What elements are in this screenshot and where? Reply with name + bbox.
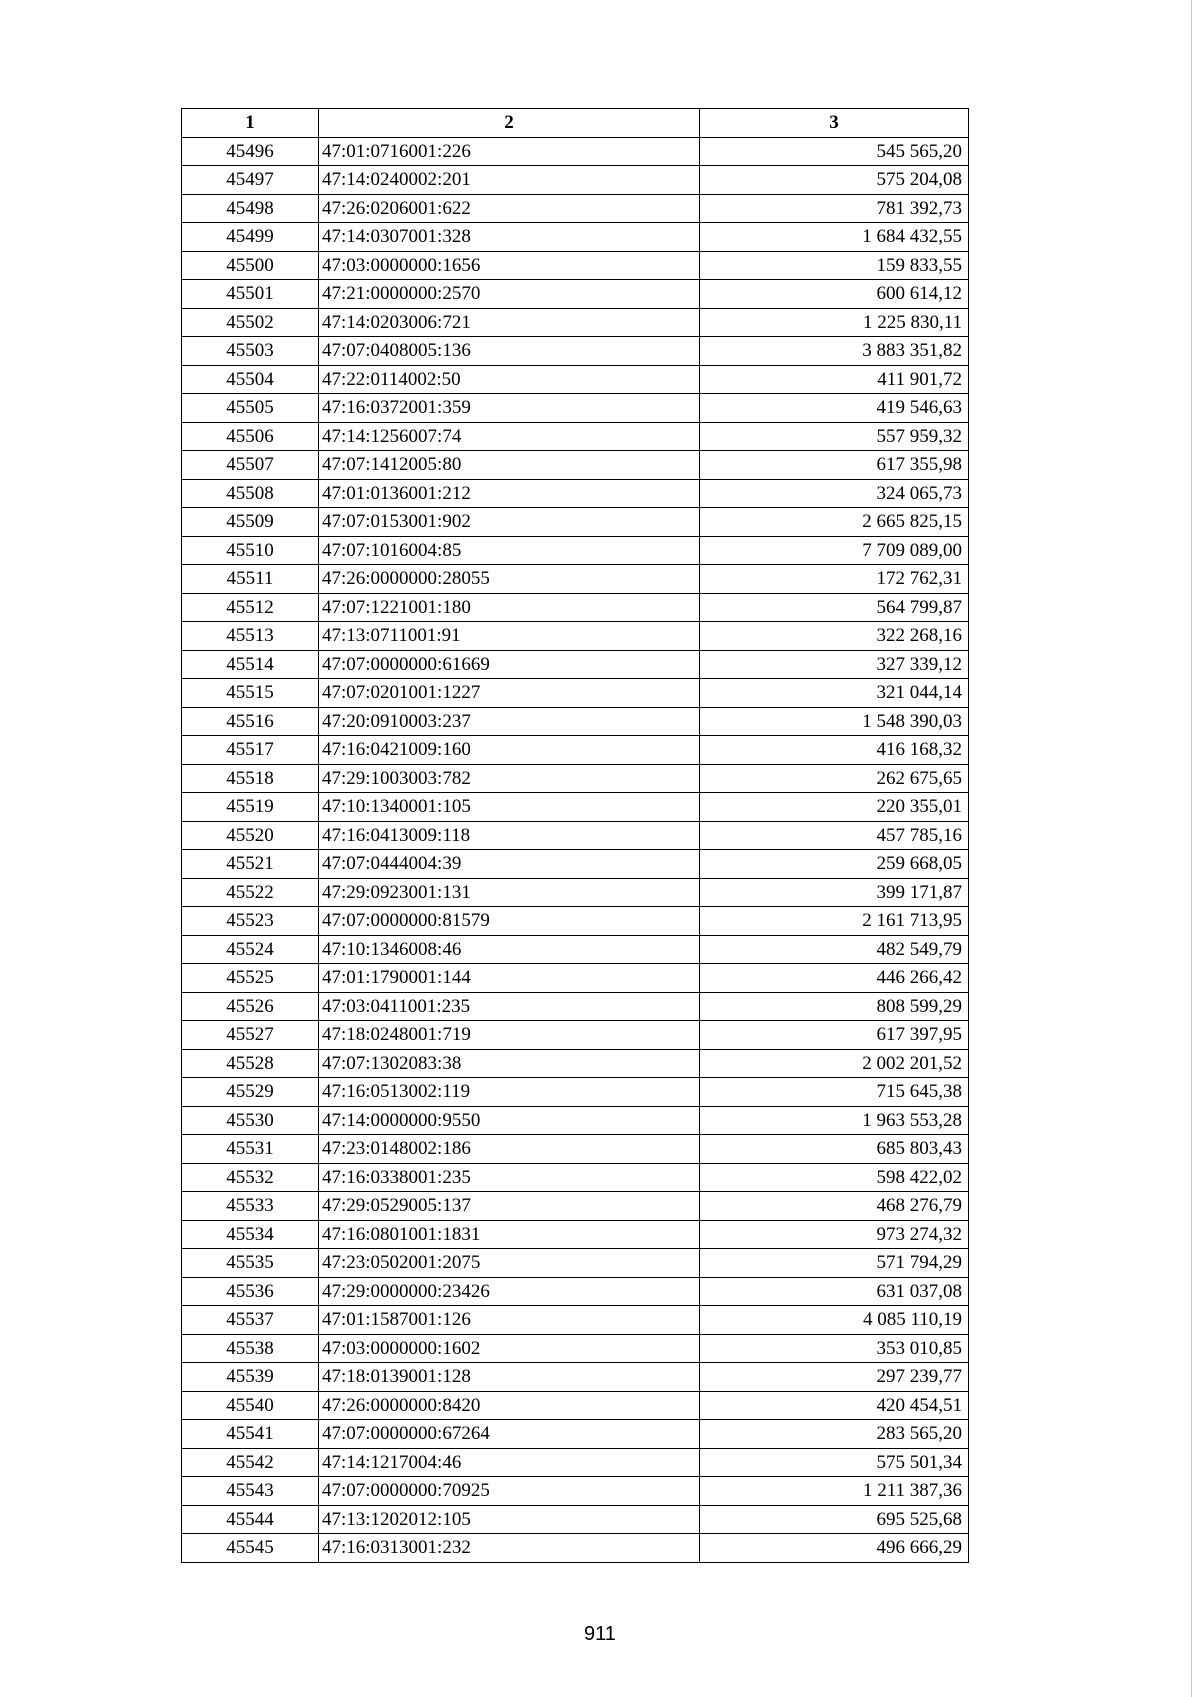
- cadastral-number-cell: 47:23:0148002:186: [319, 1135, 700, 1164]
- row-number-cell: 45504: [182, 365, 319, 394]
- row-number-cell: 45521: [182, 850, 319, 879]
- value-cell: 399 171,87: [700, 878, 969, 907]
- cadastral-number-cell: 47:18:0139001:128: [319, 1363, 700, 1392]
- row-number-cell: 45531: [182, 1135, 319, 1164]
- table-row: [182, 736, 969, 765]
- row-number-cell: 45517: [182, 736, 319, 765]
- cadastral-number-cell: 47:07:0444004:39: [319, 850, 700, 879]
- value-cell: 808 599,29: [700, 992, 969, 1021]
- row-number-cell: 45515: [182, 679, 319, 708]
- row-number-cell: 45499: [182, 223, 319, 252]
- table-row: [182, 1220, 969, 1249]
- value-cell: 482 549,79: [700, 935, 969, 964]
- cadastral-number-cell: 47:07:0000000:67264: [319, 1420, 700, 1449]
- cadastral-number-cell: 47:10:1346008:46: [319, 935, 700, 964]
- row-number-cell: 45505: [182, 394, 319, 423]
- cadastral-number-cell: 47:01:0136001:212: [319, 479, 700, 508]
- table-row: [182, 1078, 969, 1107]
- row-number-cell: 45522: [182, 878, 319, 907]
- cadastral-number-cell: 47:03:0411001:235: [319, 992, 700, 1021]
- value-cell: 420 454,51: [700, 1391, 969, 1420]
- table-row: [182, 992, 969, 1021]
- cadastral-number-cell: 47:26:0206001:622: [319, 194, 700, 223]
- value-cell: 2 002 201,52: [700, 1049, 969, 1078]
- value-cell: 973 274,32: [700, 1220, 969, 1249]
- value-cell: 324 065,73: [700, 479, 969, 508]
- row-number-cell: 45510: [182, 536, 319, 565]
- cadastral-number-cell: 47:10:1340001:105: [319, 793, 700, 822]
- row-number-cell: 45526: [182, 992, 319, 1021]
- row-number-cell: 45528: [182, 1049, 319, 1078]
- value-cell: 457 785,16: [700, 821, 969, 850]
- cadastral-number-cell: 47:29:0529005:137: [319, 1192, 700, 1221]
- value-cell: 631 037,08: [700, 1277, 969, 1306]
- cadastral-number-cell: 47:26:0000000:28055: [319, 565, 700, 594]
- row-number-cell: 45536: [182, 1277, 319, 1306]
- table-row: [182, 137, 969, 166]
- cadastral-number-cell: 47:13:1202012:105: [319, 1505, 700, 1534]
- row-number-cell: 45507: [182, 451, 319, 480]
- table-row: [182, 793, 969, 822]
- value-cell: 7 709 089,00: [700, 536, 969, 565]
- value-cell: 262 675,65: [700, 764, 969, 793]
- column-header-2: 2: [319, 109, 700, 138]
- cadastral-number-cell: 47:16:0413009:118: [319, 821, 700, 850]
- row-number-cell: 45534: [182, 1220, 319, 1249]
- table-row: [182, 1106, 969, 1135]
- cadastral-number-cell: 47:20:0910003:237: [319, 707, 700, 736]
- value-cell: 617 397,95: [700, 1021, 969, 1050]
- table-row: [182, 536, 969, 565]
- value-cell: 322 268,16: [700, 622, 969, 651]
- cadastral-number-cell: 47:07:0201001:1227: [319, 679, 700, 708]
- table-row: [182, 821, 969, 850]
- row-number-cell: 45545: [182, 1534, 319, 1563]
- table-row: [182, 707, 969, 736]
- row-number-cell: 45541: [182, 1420, 319, 1449]
- table-row: [182, 422, 969, 451]
- value-cell: 283 565,20: [700, 1420, 969, 1449]
- cadastral-number-cell: 47:14:0203006:721: [319, 308, 700, 337]
- cadastral-value-table: [181, 108, 969, 1563]
- cadastral-number-cell: 47:29:1003003:782: [319, 764, 700, 793]
- value-cell: 575 501,34: [700, 1448, 969, 1477]
- table-row: [182, 280, 969, 309]
- table-row: [182, 1049, 969, 1078]
- table-row: [182, 878, 969, 907]
- row-number-cell: 45530: [182, 1106, 319, 1135]
- cadastral-number-cell: 47:07:0153001:902: [319, 508, 700, 537]
- row-number-cell: 45543: [182, 1477, 319, 1506]
- cadastral-number-cell: 47:23:0502001:2075: [319, 1249, 700, 1278]
- cadastral-number-cell: 47:14:0000000:9550: [319, 1106, 700, 1135]
- row-number-cell: 45496: [182, 137, 319, 166]
- value-cell: 297 239,77: [700, 1363, 969, 1392]
- table-row: [182, 679, 969, 708]
- cadastral-number-cell: 47:01:1790001:144: [319, 964, 700, 993]
- table-row: [182, 1249, 969, 1278]
- cadastral-number-cell: 47:01:1587001:126: [319, 1306, 700, 1335]
- table-row: [182, 907, 969, 936]
- value-cell: 695 525,68: [700, 1505, 969, 1534]
- row-number-cell: 45502: [182, 308, 319, 337]
- row-number-cell: 45519: [182, 793, 319, 822]
- row-number-cell: 45540: [182, 1391, 319, 1420]
- table-row: [182, 251, 969, 280]
- table-row: [182, 1534, 969, 1563]
- cadastral-number-cell: 47:14:0307001:328: [319, 223, 700, 252]
- table-row: [182, 650, 969, 679]
- value-cell: 2 665 825,15: [700, 508, 969, 537]
- value-cell: 321 044,14: [700, 679, 969, 708]
- table-row: [182, 1021, 969, 1050]
- cadastral-number-cell: 47:13:0711001:91: [319, 622, 700, 651]
- value-cell: 1 963 553,28: [700, 1106, 969, 1135]
- table-row: [182, 394, 969, 423]
- cadastral-number-cell: 47:03:0000000:1656: [319, 251, 700, 280]
- table-row: [182, 1306, 969, 1335]
- row-number-cell: 45512: [182, 593, 319, 622]
- table-row: [182, 223, 969, 252]
- row-number-cell: 45498: [182, 194, 319, 223]
- cadastral-number-cell: 47:07:0408005:136: [319, 337, 700, 366]
- row-number-cell: 45508: [182, 479, 319, 508]
- value-cell: 496 666,29: [700, 1534, 969, 1563]
- table-row: [182, 1477, 969, 1506]
- value-cell: 575 204,08: [700, 166, 969, 195]
- cadastral-number-cell: 47:07:0000000:70925: [319, 1477, 700, 1506]
- value-cell: 159 833,55: [700, 251, 969, 280]
- cadastral-number-cell: 47:16:0421009:160: [319, 736, 700, 765]
- value-cell: 1 548 390,03: [700, 707, 969, 736]
- table-row: [182, 365, 969, 394]
- row-number-cell: 45525: [182, 964, 319, 993]
- row-number-cell: 45500: [182, 251, 319, 280]
- row-number-cell: 45537: [182, 1306, 319, 1335]
- value-cell: 353 010,85: [700, 1334, 969, 1363]
- value-cell: 1 211 387,36: [700, 1477, 969, 1506]
- value-cell: 1 684 432,55: [700, 223, 969, 252]
- table-row: [182, 508, 969, 537]
- cadastral-number-cell: 47:26:0000000:8420: [319, 1391, 700, 1420]
- table-row: [182, 1135, 969, 1164]
- table-row: [182, 1448, 969, 1477]
- table-row: [182, 1192, 969, 1221]
- table-row: [182, 1363, 969, 1392]
- value-cell: 715 645,38: [700, 1078, 969, 1107]
- value-cell: 172 762,31: [700, 565, 969, 594]
- row-number-cell: 45539: [182, 1363, 319, 1392]
- cadastral-number-cell: 47:14:1256007:74: [319, 422, 700, 451]
- row-number-cell: 45503: [182, 337, 319, 366]
- row-number-cell: 45511: [182, 565, 319, 594]
- column-header-3: 3: [700, 109, 969, 138]
- row-number-cell: 45509: [182, 508, 319, 537]
- value-cell: 416 168,32: [700, 736, 969, 765]
- cadastral-number-cell: 47:07:0000000:81579: [319, 907, 700, 936]
- row-number-cell: 45527: [182, 1021, 319, 1050]
- cadastral-number-cell: 47:16:0801001:1831: [319, 1220, 700, 1249]
- cadastral-number-cell: 47:07:1016004:85: [319, 536, 700, 565]
- value-cell: 781 392,73: [700, 194, 969, 223]
- table-row: [182, 479, 969, 508]
- table-row: [182, 1505, 969, 1534]
- table-row: [182, 1163, 969, 1192]
- row-number-cell: 45497: [182, 166, 319, 195]
- table-row: [182, 764, 969, 793]
- row-number-cell: 45514: [182, 650, 319, 679]
- cadastral-number-cell: 47:03:0000000:1602: [319, 1334, 700, 1363]
- column-header-1: 1: [182, 109, 319, 138]
- row-number-cell: 45532: [182, 1163, 319, 1192]
- cadastral-number-cell: 47:18:0248001:719: [319, 1021, 700, 1050]
- value-cell: 2 161 713,95: [700, 907, 969, 936]
- row-number-cell: 45529: [182, 1078, 319, 1107]
- value-cell: 600 614,12: [700, 280, 969, 309]
- cadastral-number-cell: 47:14:0240002:201: [319, 166, 700, 195]
- cadastral-number-cell: 47:16:0338001:235: [319, 1163, 700, 1192]
- value-cell: 411 901,72: [700, 365, 969, 394]
- cadastral-number-cell: 47:07:0000000:61669: [319, 650, 700, 679]
- row-number-cell: 45520: [182, 821, 319, 850]
- table-row: [182, 451, 969, 480]
- table-body: [182, 137, 969, 1562]
- table-row: [182, 622, 969, 651]
- row-number-cell: 45542: [182, 1448, 319, 1477]
- value-cell: 571 794,29: [700, 1249, 969, 1278]
- cadastral-number-cell: 47:14:1217004:46: [319, 1448, 700, 1477]
- table-row: [182, 593, 969, 622]
- value-cell: 3 883 351,82: [700, 337, 969, 366]
- row-number-cell: 45544: [182, 1505, 319, 1534]
- value-cell: 557 959,32: [700, 422, 969, 451]
- cadastral-number-cell: 47:29:0000000:23426: [319, 1277, 700, 1306]
- cadastral-number-cell: 47:21:0000000:2570: [319, 280, 700, 309]
- cadastral-number-cell: 47:16:0313001:232: [319, 1534, 700, 1563]
- table-row: [182, 337, 969, 366]
- value-cell: 1 225 830,11: [700, 308, 969, 337]
- row-number-cell: 45501: [182, 280, 319, 309]
- row-number-cell: 45535: [182, 1249, 319, 1278]
- cadastral-number-cell: 47:22:0114002:50: [319, 365, 700, 394]
- row-number-cell: 45538: [182, 1334, 319, 1363]
- table-container: [181, 108, 968, 1563]
- row-number-cell: 45506: [182, 422, 319, 451]
- table-row: [182, 1420, 969, 1449]
- value-cell: 468 276,79: [700, 1192, 969, 1221]
- page-edge-divider: [1191, 0, 1192, 1697]
- value-cell: 419 546,63: [700, 394, 969, 423]
- cadastral-number-cell: 47:16:0513002:119: [319, 1078, 700, 1107]
- table-row: [182, 166, 969, 195]
- value-cell: 545 565,20: [700, 137, 969, 166]
- page-number: 911: [584, 1623, 616, 1645]
- cadastral-number-cell: 47:07:1302083:38: [319, 1049, 700, 1078]
- table-row: [182, 850, 969, 879]
- value-cell: 564 799,87: [700, 593, 969, 622]
- cadastral-number-cell: 47:07:1221001:180: [319, 593, 700, 622]
- table-header-row: [182, 109, 969, 138]
- cadastral-number-cell: 47:07:1412005:80: [319, 451, 700, 480]
- value-cell: 685 803,43: [700, 1135, 969, 1164]
- table-row: [182, 964, 969, 993]
- value-cell: 4 085 110,19: [700, 1306, 969, 1335]
- row-number-cell: 45513: [182, 622, 319, 651]
- value-cell: 259 668,05: [700, 850, 969, 879]
- value-cell: 327 339,12: [700, 650, 969, 679]
- row-number-cell: 45523: [182, 907, 319, 936]
- value-cell: 598 422,02: [700, 1163, 969, 1192]
- value-cell: 617 355,98: [700, 451, 969, 480]
- table-row: [182, 1334, 969, 1363]
- cadastral-number-cell: 47:29:0923001:131: [319, 878, 700, 907]
- row-number-cell: 45524: [182, 935, 319, 964]
- table-row: [182, 194, 969, 223]
- table-row: [182, 1391, 969, 1420]
- row-number-cell: 45533: [182, 1192, 319, 1221]
- table-row: [182, 565, 969, 594]
- table-row: [182, 308, 969, 337]
- table-row: [182, 1277, 969, 1306]
- value-cell: 446 266,42: [700, 964, 969, 993]
- cadastral-number-cell: 47:16:0372001:359: [319, 394, 700, 423]
- row-number-cell: 45518: [182, 764, 319, 793]
- value-cell: 220 355,01: [700, 793, 969, 822]
- cadastral-number-cell: 47:01:0716001:226: [319, 137, 700, 166]
- row-number-cell: 45516: [182, 707, 319, 736]
- table-row: [182, 935, 969, 964]
